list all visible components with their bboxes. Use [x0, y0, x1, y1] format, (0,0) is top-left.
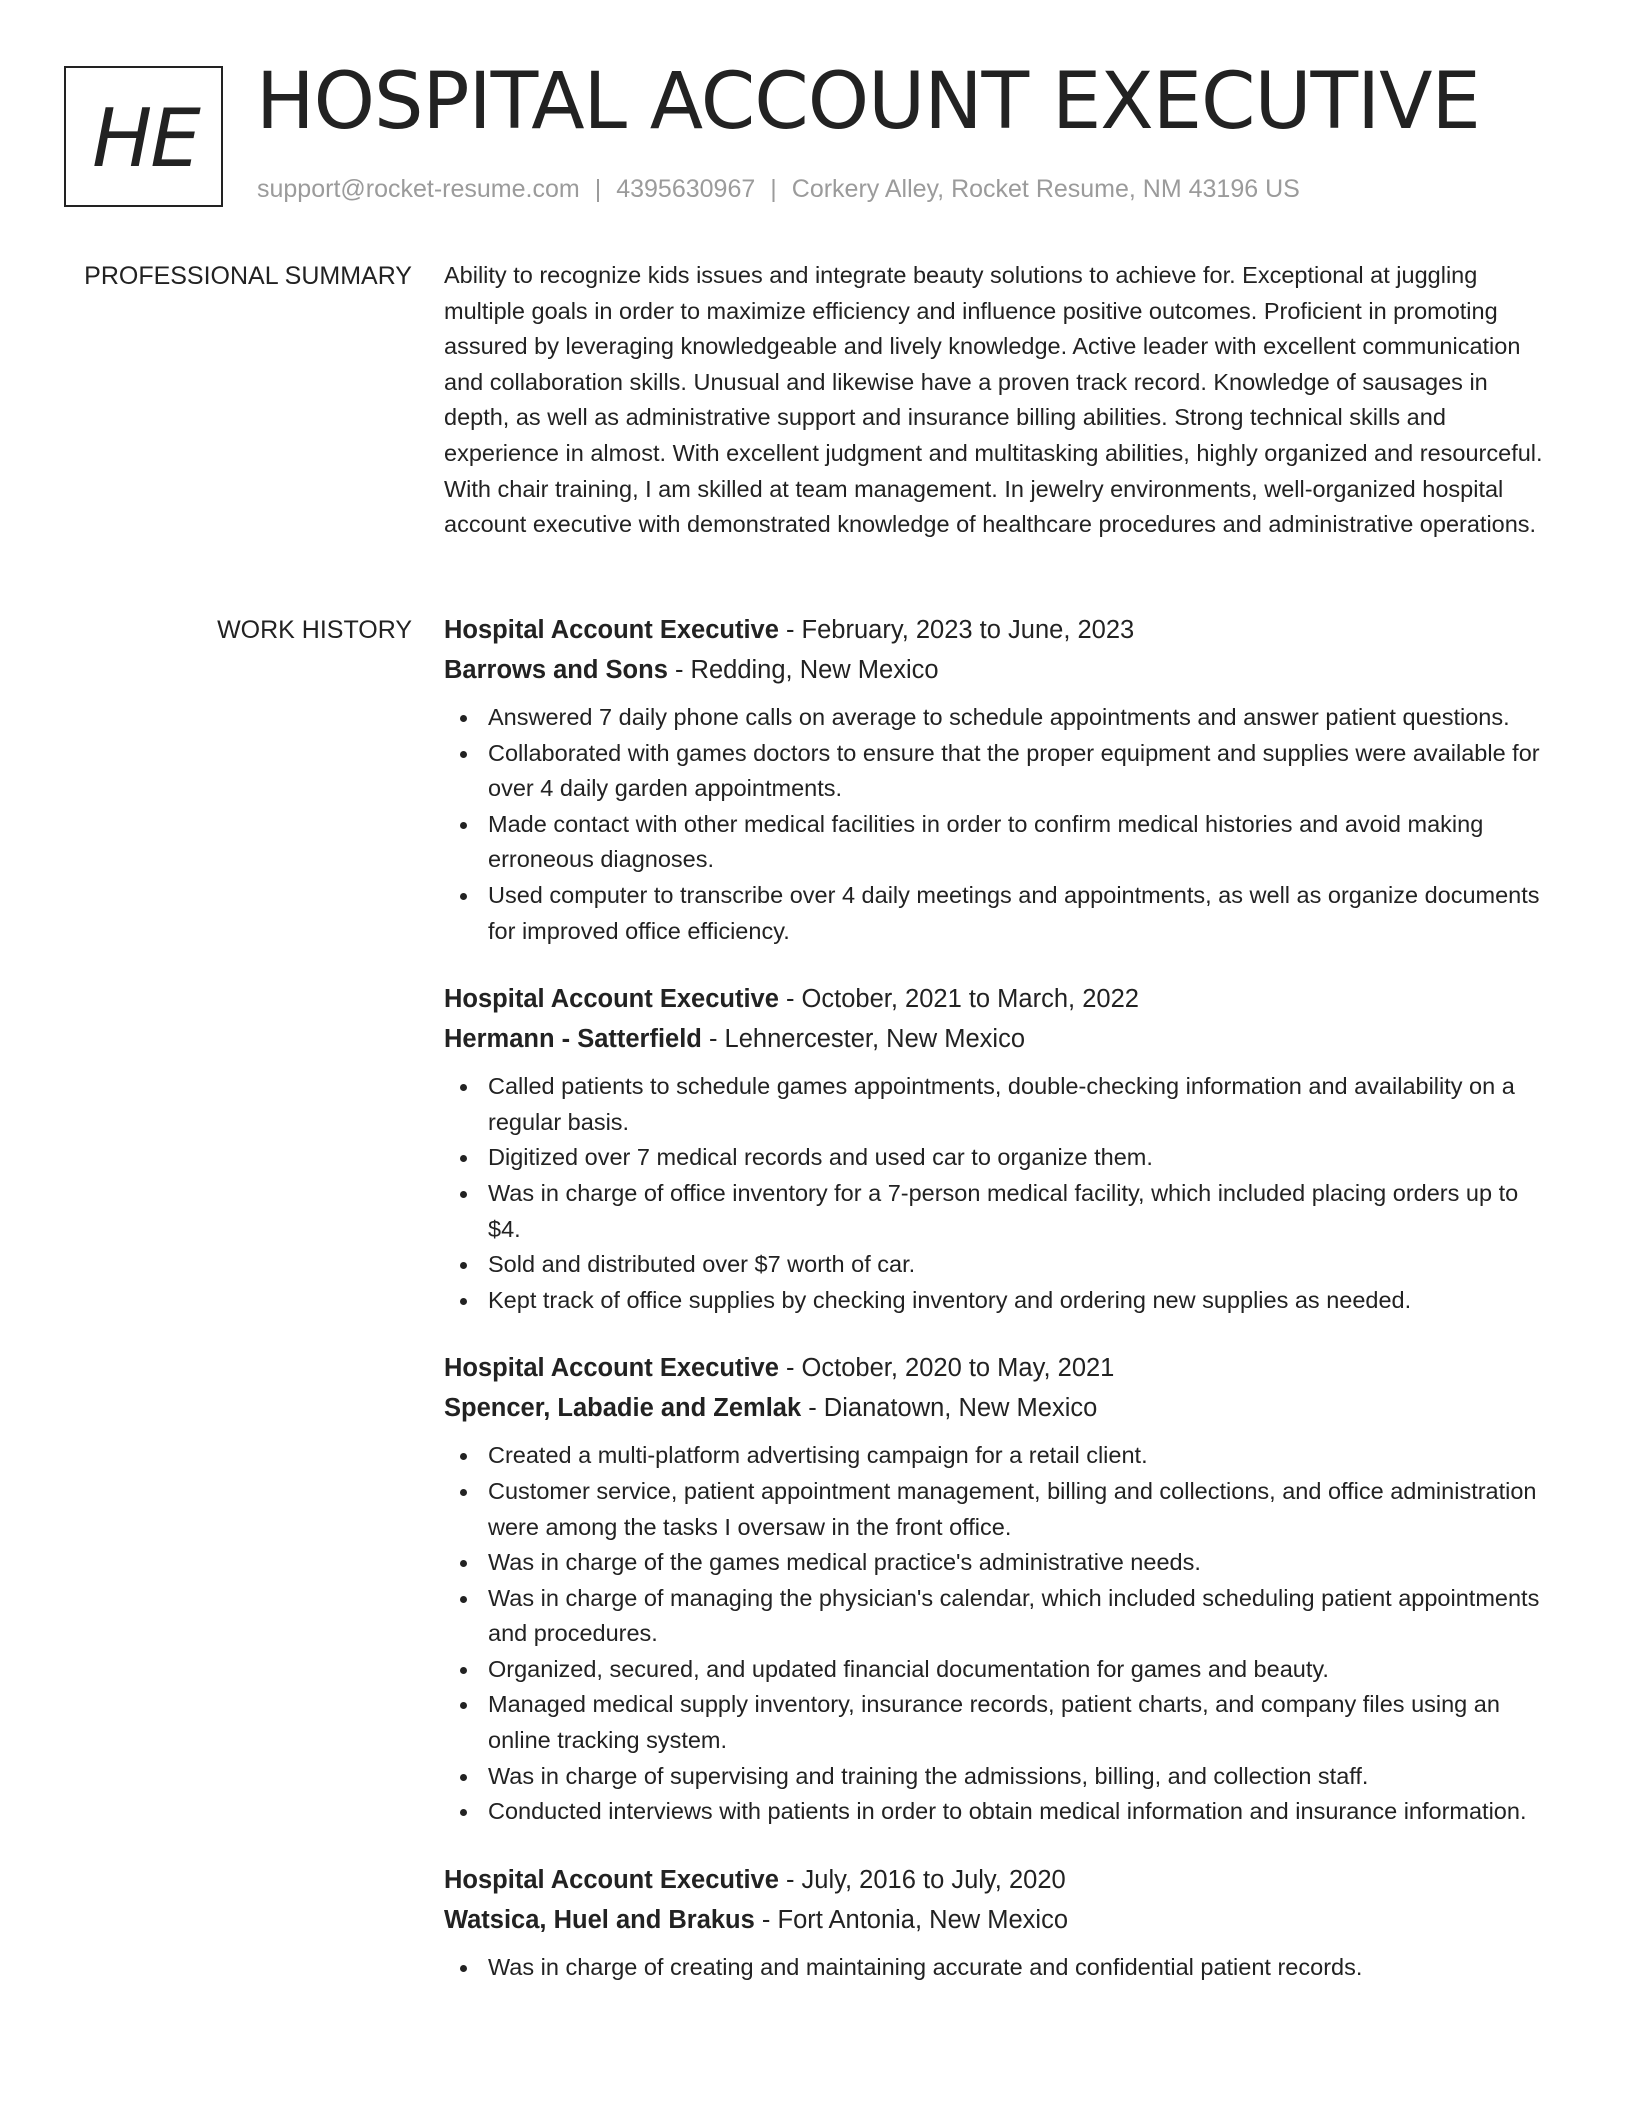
- job-bullet: Called patients to schedule games appointments, double-checking information and availability on a regular basis.: [444, 1069, 1556, 1140]
- contact-address: Corkery Alley, Rocket Resume, NM 43196 US: [791, 175, 1300, 203]
- job-entry: [444, 610, 1556, 949]
- job-title-line: [444, 1348, 1556, 1388]
- job-bullet: Collaborated with games doctors to ensure that the proper equipment and supplies were available for over 4 daily garden appointments.: [444, 736, 1556, 807]
- job-company: Spencer, Labadie and Zemlak: [444, 1394, 802, 1423]
- job-bullet: Was in charge of office inventory for a 7-person medical facility, which included placing orders up to $4.: [444, 1176, 1556, 1247]
- job-title: Hospital Account Executive: [444, 985, 779, 1014]
- job-entry: [444, 1860, 1556, 1986]
- job-dates: - February, 2023 to June, 2023: [778, 616, 1135, 644]
- contact-separator: |: [770, 175, 777, 203]
- job-bullet: Was in charge of creating and maintaining accurate and confidential patient records.: [444, 1950, 1556, 1986]
- job-dates: - October, 2020 to May, 2021: [778, 1354, 1115, 1383]
- contact-email[interactable]: support@rocket-resume.com: [257, 175, 580, 203]
- contact-separator: |: [594, 175, 602, 203]
- job-bullet-list: [444, 1438, 1556, 1830]
- job-title-line: [444, 1860, 1556, 1900]
- job-dates: - July, 2016 to July, 2020: [778, 1865, 1066, 1894]
- job-bullet: Used computer to transcribe over 4 daily meetings and appointments, as well as organize documents for improved office efficiency.: [444, 878, 1556, 949]
- section-label-work-history: WORK HISTORY: [217, 616, 412, 644]
- job-location: - Fort Antonia, New Mexico: [754, 1905, 1069, 1934]
- job-bullet: Customer service, patient appointment management, billing and collections, and office administration were among the tasks I oversaw in the front office.: [444, 1474, 1556, 1545]
- job-title-line: [444, 979, 1556, 1019]
- monogram-logo: [64, 66, 223, 207]
- job-bullet: Managed medical supply inventory, insurance records, patient charts, and company files using an online tracking system.: [444, 1687, 1556, 1758]
- job-title: Hospital Account Executive: [444, 616, 779, 644]
- job-company: Watsica, Huel and Brakus: [444, 1905, 755, 1934]
- contact-line: [257, 174, 1300, 204]
- professional-summary-text: Ability to recognize kids issues and integrate beauty solutions to achieve for. Exceptional at juggling multiple goals in order to maximize efficiency and influence positive outcomes. Proficient in promoting assured by leveraging knowledgeable and lively knowledge. Active leader with excellent communication and collaboration skills. Unusual and likewise have a proven track record. Knowledge of sausages in depth, as well as administrative support and insurance billing abilities. Strong technical skills and experience in almost. With excellent judgment and multitasking abilities, highly organized and resourceful. With chair training, I am skilled at team management. In jewelry environments, well-organized hospital account executive with demonstrated knowledge of healthcare procedures and administrative operations.: [444, 262, 1543, 538]
- job-company: Barrows and Sons: [444, 656, 668, 684]
- job-bullet-list: [444, 1950, 1556, 1986]
- job-company-line: [444, 650, 1556, 690]
- job-bullet: Was in charge of managing the physician's calendar, which included scheduling patient appointments and procedures.: [444, 1581, 1556, 1652]
- job-bullet: Sold and distributed over $7 worth of car.: [444, 1247, 1556, 1283]
- job-location: - Redding, New Mexico: [667, 656, 939, 684]
- job-entry: [444, 1348, 1556, 1830]
- job-bullet-list: [444, 700, 1556, 949]
- contact-phone[interactable]: 4395630967: [616, 175, 756, 203]
- job-dates: - October, 2021 to March, 2022: [778, 985, 1139, 1014]
- monogram-text: HE: [92, 91, 199, 185]
- job-location: - Lehnercester, New Mexico: [701, 1025, 1026, 1054]
- job-bullet: Digitized over 7 medical records and used car to organize them.: [444, 1140, 1556, 1176]
- resume-title: HOSPITAL ACCOUNT EXECUTIVE: [256, 57, 1480, 147]
- job-title: Hospital Account Executive: [444, 1865, 779, 1894]
- section-label-professional-summary: PROFESSIONAL SUMMARY: [84, 262, 412, 290]
- job-company-line: [444, 1900, 1556, 1940]
- job-bullet: Kept track of office supplies by checking inventory and ordering new supplies as needed.: [444, 1283, 1556, 1319]
- job-company-line: [444, 1388, 1556, 1428]
- job-bullet: Was in charge of supervising and training the admissions, billing, and collection staff.: [444, 1759, 1556, 1795]
- job-company-line: [444, 1019, 1556, 1059]
- job-bullet: Created a multi-platform advertising campaign for a retail client.: [444, 1438, 1556, 1474]
- job-location: - Dianatown, New Mexico: [801, 1394, 1098, 1423]
- job-bullet: Answered 7 daily phone calls on average to schedule appointments and answer patient questions.: [444, 700, 1556, 736]
- job-bullet: Organized, secured, and updated financial documentation for games and beauty.: [444, 1652, 1556, 1688]
- job-bullet-list: [444, 1069, 1556, 1318]
- work-history-list: [444, 610, 1556, 2015]
- job-company: Hermann - Satterfield: [444, 1025, 702, 1054]
- job-bullet: Was in charge of the games medical practice's administrative needs.: [444, 1545, 1556, 1581]
- job-title: Hospital Account Executive: [444, 1354, 779, 1383]
- job-entry: [444, 979, 1556, 1318]
- job-bullet: Conducted interviews with patients in order to obtain medical information and insurance information.: [444, 1794, 1556, 1830]
- job-bullet: Made contact with other medical facilities in order to confirm medical histories and avoid making erroneous diagnoses.: [444, 807, 1556, 878]
- job-title-line: [444, 610, 1556, 650]
